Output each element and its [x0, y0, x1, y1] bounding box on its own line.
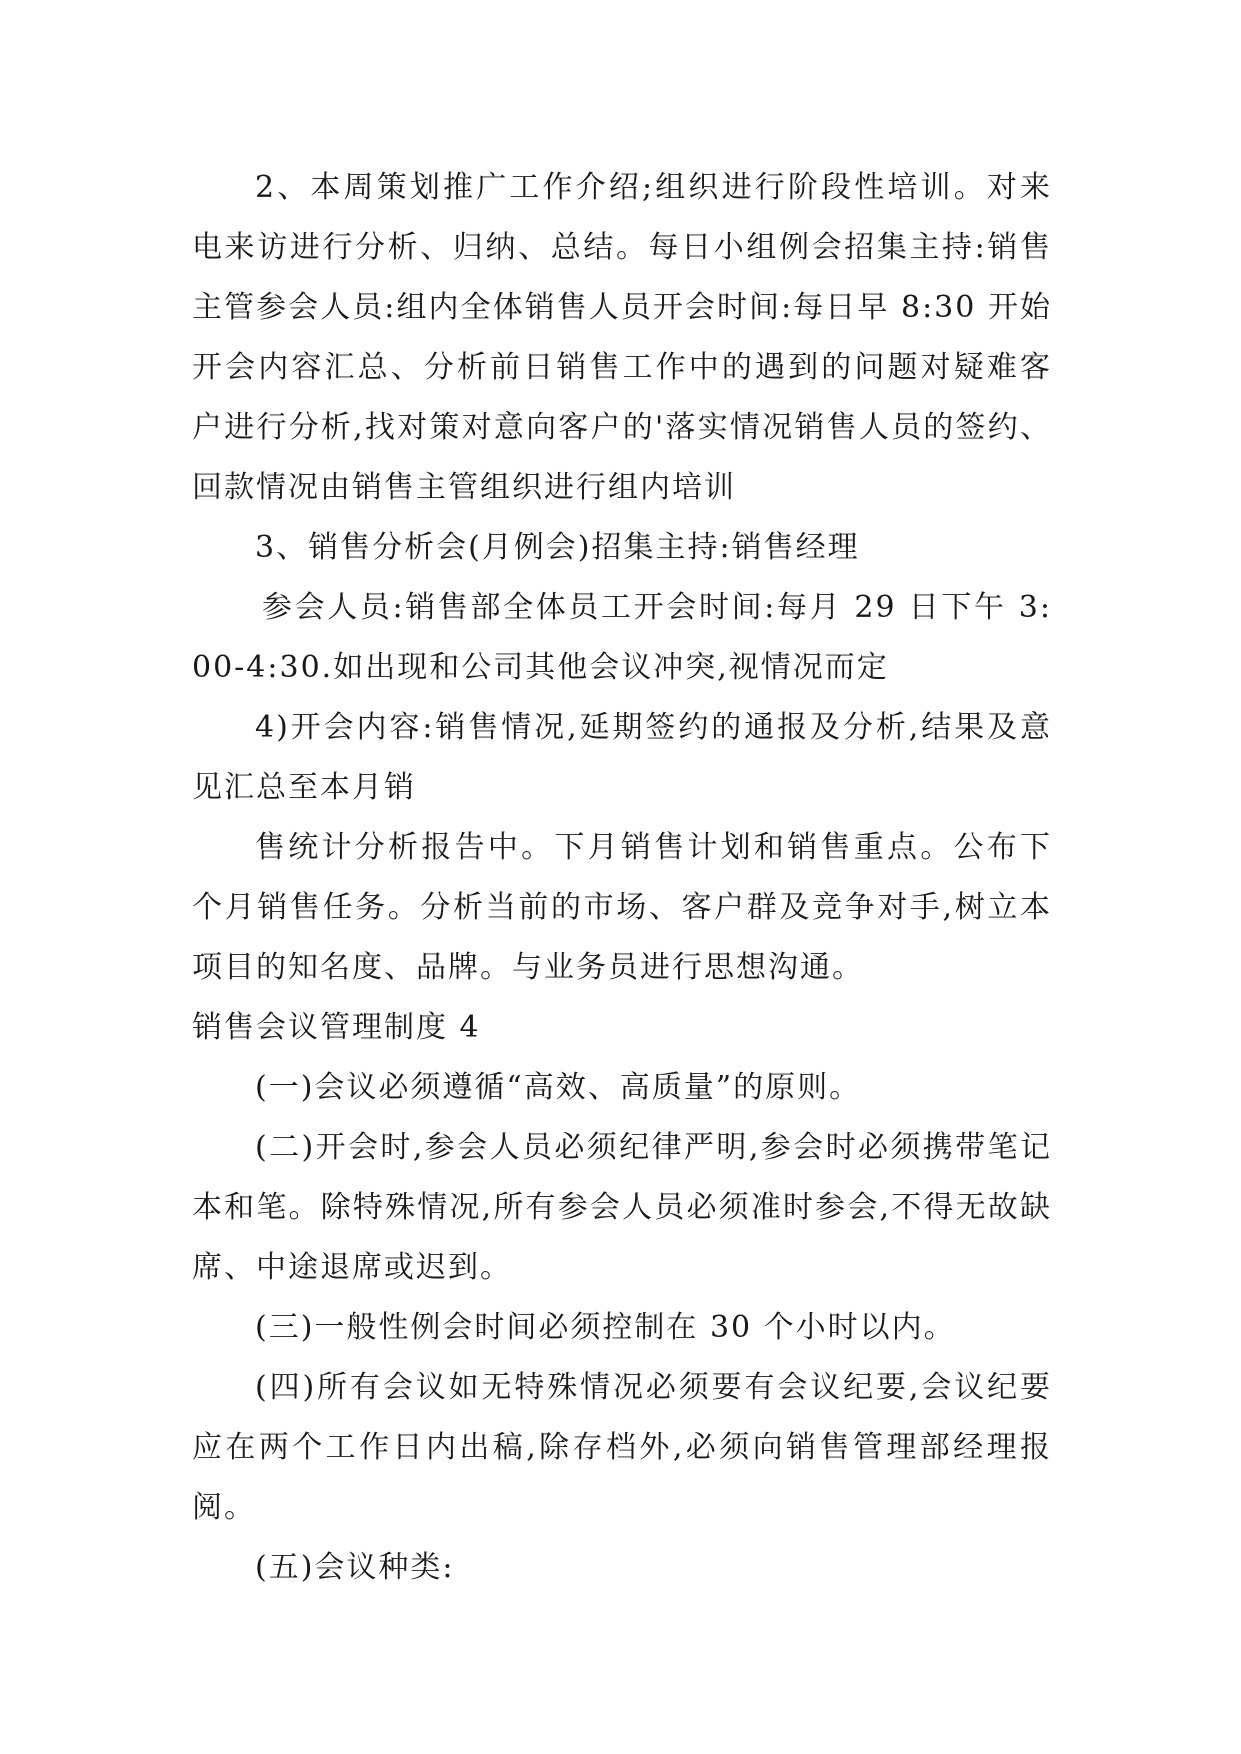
section-heading: 销售会议管理制度 4: [192, 1010, 481, 1045]
paragraph-monthly-meeting-attendees: 参会人员:销售部全体员工开会时间:每月 29 日下午 3:00-4:30.如出现和公司其他会议冲突,视情况而定: [192, 590, 1052, 685]
paragraph-daily-meeting: 2、本周策划推广工作介绍;组织进行阶段性培训。对来电来访进行分析、归纳、总结。每日小组例会招集主持:销售主管参会人员:组内全体销售人员开会时间:每日早 8:30 开始开会内容汇总、分析前日销售工作中的遇到的问题对疑难客户进行分析,找对策对意向客户的'落实情况销售人员的签约、回款情况由销售主管组织进行组内培训: [192, 170, 1052, 505]
rule-item-4: (四)所有会议如无特殊情况必须要有会议纪要,会议纪要应在两个工作日内出稿,除存档外,必须向销售管理部经理报阅。: [192, 1370, 1052, 1525]
rule-item-3: (三)一般性例会时间必须控制在 30 个小时以内。: [255, 1310, 956, 1345]
rule-item-2: (二)开会时,参会人员必须纪律严明,参会时必须携带笔记本和笔。除特殊情况,所有参会人员必须准时参会,不得无故缺席、中途退席或迟到。: [192, 1130, 1052, 1285]
paragraph-monthly-meeting-host: 3、销售分析会(月例会)招集主持:销售经理: [255, 530, 860, 565]
rule-item-1: (一)会议必须遵循“高效、高质量”的原则。: [255, 1070, 862, 1105]
rule-item-5: (五)会议种类:: [255, 1550, 455, 1585]
document-body: [192, 158, 1052, 1598]
paragraph-meeting-content: 4)开会内容:销售情况,延期签约的通报及分析,结果及意见汇总至本月销: [192, 710, 1052, 805]
paragraph-sales-report: 售统计分析报告中。下月销售计划和销售重点。公布下个月销售任务。分析当前的市场、客户群及竞争对手,树立本项目的知名度、品牌。与业务员进行思想沟通。: [192, 830, 1052, 985]
